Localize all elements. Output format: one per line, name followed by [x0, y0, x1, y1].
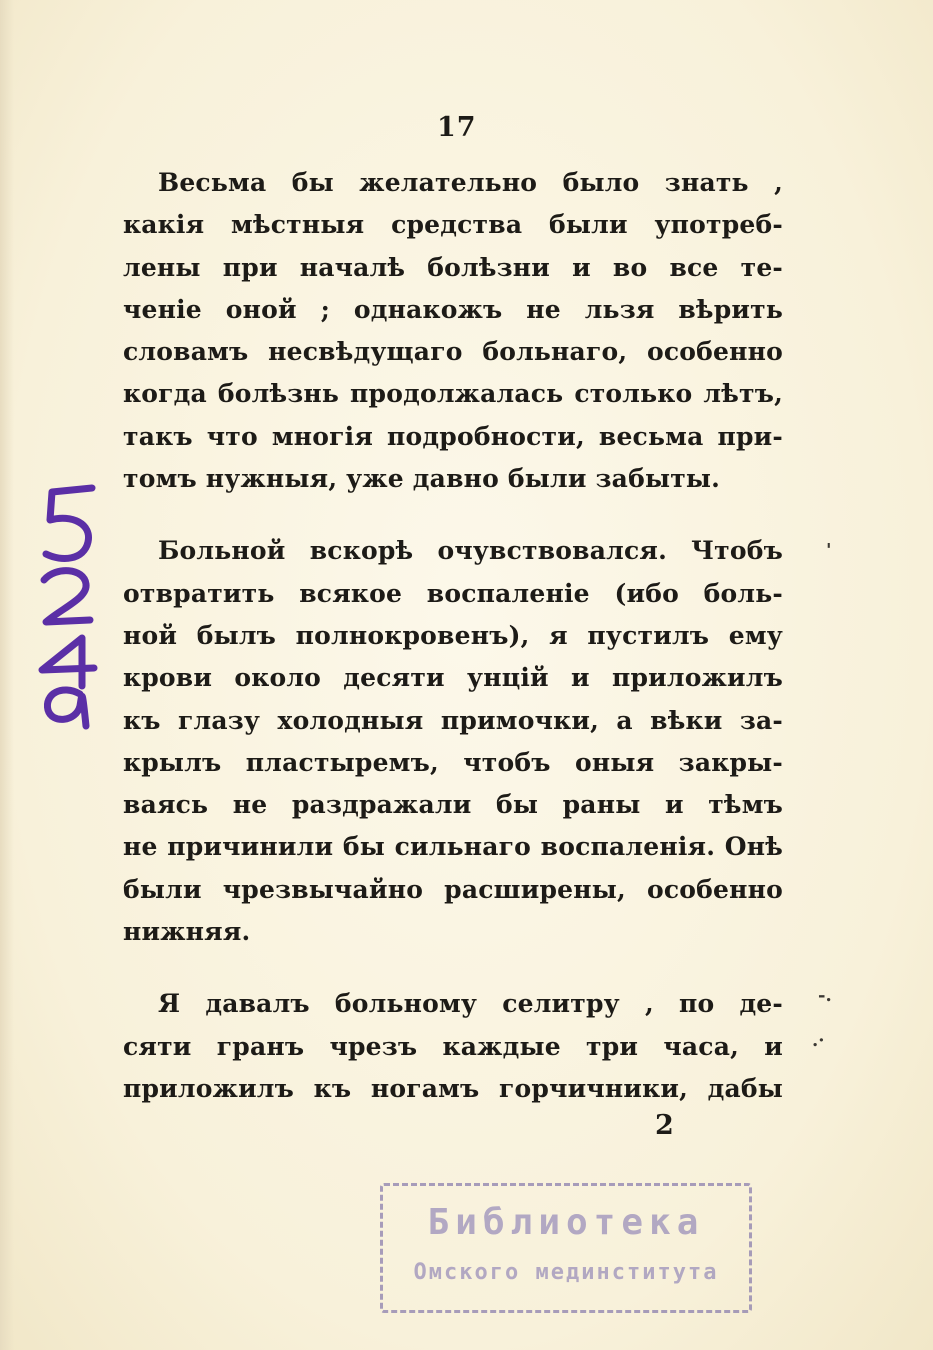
- body-text: [123, 162, 783, 1110]
- text-line: сяти гранъ чрезъ каждые три часа, и: [123, 1031, 783, 1061]
- stamp-subtitle: Омского мединститута: [413, 1260, 719, 1285]
- handwritten-inventory-number: [22, 480, 112, 730]
- digit-9-stroke: [47, 690, 86, 726]
- paragraph-1: [123, 162, 783, 500]
- margin-speck: -.: [818, 985, 832, 1006]
- page-binding-edge: [0, 0, 14, 1350]
- stamp-title: Библиотека: [427, 1202, 705, 1243]
- text-line: ной былъ полнокровенъ), я пустилъ ему: [123, 620, 783, 650]
- paragraph-spacer: [123, 500, 783, 530]
- paragraph-2: [123, 530, 783, 953]
- text-line: когда болѣзнь продолжалась столько лѣтъ,: [123, 379, 783, 409]
- paragraph-3: [123, 983, 783, 1110]
- text-line: приложилъ къ ногамъ горчичники, дабы: [123, 1073, 783, 1103]
- margin-speck: ': [826, 540, 832, 561]
- text-line: Весьма бы желательно было знать ,: [158, 168, 783, 197]
- text-line: лены при началѣ болѣзни и во все те-: [123, 252, 783, 282]
- text-line: какія мѣстныя средства были употреб-: [123, 210, 783, 240]
- paragraph-spacer: [123, 953, 783, 983]
- text-line: не причинили бы сильнаго воспаленія. Онѣ: [123, 832, 783, 862]
- digit-2-stroke: [44, 571, 90, 622]
- signature-mark: 2: [655, 1110, 674, 1141]
- text-line: такъ что многія подробности, весьма при-: [123, 421, 783, 451]
- page-number: 17: [437, 112, 477, 143]
- text-line: нижняя.: [123, 917, 251, 947]
- library-stamp: [380, 1183, 752, 1313]
- text-line: ченіе оной ; однакожъ не льзя вѣрить: [123, 294, 783, 324]
- text-line: Я давалъ больному селитру , по де-: [158, 989, 783, 1019]
- text-line: крылъ пластыремъ, чтобъ оныя закры-: [123, 747, 783, 777]
- text-line: крови около десяти унцій и приложилъ: [123, 663, 783, 693]
- text-line: были чрезвычайно расширены, особенно: [123, 874, 783, 904]
- text-line: отвратить всякое воспаленіе (ибо боль-: [123, 578, 783, 608]
- margin-speck: .·: [812, 1030, 825, 1051]
- text-line: къ глазу холодныя примочки, а вѣки за-: [123, 705, 783, 735]
- text-line: словамъ несвѣдущаго больнаго, особенно: [123, 337, 783, 367]
- digit-5-stroke: [46, 488, 92, 558]
- digit-4-stroke: [42, 638, 94, 686]
- text-line: томъ нужныя, уже давно были забыты.: [123, 464, 721, 494]
- text-line: ваясь не раздражали бы раны и тѣмъ: [123, 790, 783, 820]
- text-line: Больной вскорѣ очувствовался. Чтобъ: [158, 536, 783, 566]
